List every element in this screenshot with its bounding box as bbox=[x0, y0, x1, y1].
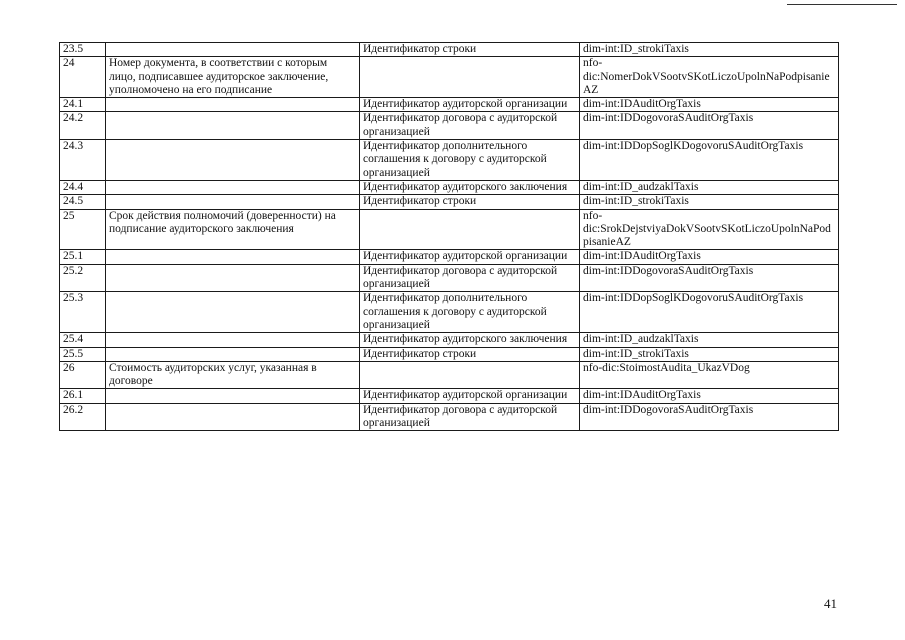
table-body bbox=[60, 43, 839, 431]
row-number-cell: 25 bbox=[60, 209, 106, 250]
description-cell bbox=[106, 264, 360, 292]
code-cell: dim-int:IDAuditOrgTaxis bbox=[580, 250, 839, 264]
row-number-cell: 23.5 bbox=[60, 43, 106, 57]
identifier-label-cell: Идентификатор аудиторского заключения bbox=[360, 333, 580, 347]
code-cell: dim-int:ID_strokiTaxis bbox=[580, 347, 839, 361]
code-cell: dim-int:ID_strokiTaxis bbox=[580, 43, 839, 57]
identifier-label-cell: Идентификатор строки bbox=[360, 43, 580, 57]
table-row bbox=[60, 403, 839, 431]
description-cell bbox=[106, 347, 360, 361]
row-number-cell: 26.2 bbox=[60, 403, 106, 431]
code-cell: dim-int:ID_strokiTaxis bbox=[580, 195, 839, 209]
row-number-cell: 25.3 bbox=[60, 292, 106, 333]
table-row bbox=[60, 43, 839, 57]
description-cell bbox=[106, 195, 360, 209]
description-cell bbox=[106, 292, 360, 333]
row-number-cell: 26 bbox=[60, 361, 106, 389]
identifier-label-cell bbox=[360, 57, 580, 98]
identifier-label-cell: Идентификатор аудиторской организации bbox=[360, 389, 580, 403]
row-number-cell: 24.2 bbox=[60, 112, 106, 140]
code-cell: dim-int:IDDogovoraSAuditOrgTaxis bbox=[580, 112, 839, 140]
code-cell: dim-int:ID_audzaklTaxis bbox=[580, 333, 839, 347]
code-cell: dim-int:IDAuditOrgTaxis bbox=[580, 389, 839, 403]
row-number-cell: 24.3 bbox=[60, 140, 106, 181]
description-cell bbox=[106, 112, 360, 140]
identifier-label-cell: Идентификатор договора с аудиторской организацией bbox=[360, 403, 580, 431]
table-row bbox=[60, 180, 839, 194]
description-cell bbox=[106, 98, 360, 112]
description-cell bbox=[106, 180, 360, 194]
row-number-cell: 25.5 bbox=[60, 347, 106, 361]
code-cell: dim-int:IDDopSoglKDogovoruSAuditOrgTaxis bbox=[580, 140, 839, 181]
row-number-cell: 24 bbox=[60, 57, 106, 98]
row-number-cell: 25.1 bbox=[60, 250, 106, 264]
taxonomy-table bbox=[59, 42, 839, 431]
row-number-cell: 24.4 bbox=[60, 180, 106, 194]
code-cell: dim-int:IDDogovoraSAuditOrgTaxis bbox=[580, 264, 839, 292]
description-cell: Стоимость аудиторских услуг, указанная в договоре bbox=[106, 361, 360, 389]
identifier-label-cell: Идентификатор дополнительного соглашения к договору с аудиторской организацией bbox=[360, 292, 580, 333]
identifier-label-cell: Идентификатор аудиторского заключения bbox=[360, 180, 580, 194]
identifier-label-cell: Идентификатор договора с аудиторской организацией bbox=[360, 264, 580, 292]
table-row bbox=[60, 140, 839, 181]
code-cell: dim-int:IDDogovoraSAuditOrgTaxis bbox=[580, 403, 839, 431]
identifier-label-cell: Идентификатор дополнительного соглашения к договору с аудиторской организацией bbox=[360, 140, 580, 181]
table-row bbox=[60, 347, 839, 361]
code-cell: dim-int:IDAuditOrgTaxis bbox=[580, 98, 839, 112]
code-cell: dim-int:ID_audzaklTaxis bbox=[580, 180, 839, 194]
table-row bbox=[60, 292, 839, 333]
table-row bbox=[60, 333, 839, 347]
page-number: 41 bbox=[824, 596, 837, 611]
table-row bbox=[60, 98, 839, 112]
identifier-label-cell bbox=[360, 209, 580, 250]
description-cell bbox=[106, 333, 360, 347]
row-number-cell: 26.1 bbox=[60, 389, 106, 403]
table-row bbox=[60, 389, 839, 403]
row-number-cell: 24.1 bbox=[60, 98, 106, 112]
code-cell: dim-int:IDDopSoglKDogovoruSAuditOrgTaxis bbox=[580, 292, 839, 333]
header-rule bbox=[787, 4, 897, 5]
code-cell: nfo-dic:NomerDokVSootvSKotLiczoUpolnNaPodpisanieAZ bbox=[580, 57, 839, 98]
description-cell bbox=[106, 140, 360, 181]
description-cell bbox=[106, 43, 360, 57]
table-row bbox=[60, 112, 839, 140]
identifier-label-cell: Идентификатор строки bbox=[360, 347, 580, 361]
identifier-label-cell: Идентификатор строки bbox=[360, 195, 580, 209]
row-number-cell: 24.5 bbox=[60, 195, 106, 209]
row-number-cell: 25.2 bbox=[60, 264, 106, 292]
description-cell: Номер документа, в соответствии с которым лицо, подписавшее аудиторское заключение, уполномочено на его подписание bbox=[106, 57, 360, 98]
description-cell bbox=[106, 403, 360, 431]
table-row bbox=[60, 264, 839, 292]
identifier-label-cell bbox=[360, 361, 580, 389]
identifier-label-cell: Идентификатор аудиторской организации bbox=[360, 250, 580, 264]
description-cell: Срок действия полномочий (доверенности) на подписание аудиторского заключения bbox=[106, 209, 360, 250]
code-cell: nfo-dic:SrokDejstviyaDokVSootvSKotLiczoUpolnNaPodpisanieAZ bbox=[580, 209, 839, 250]
table-row bbox=[60, 57, 839, 98]
table-row bbox=[60, 250, 839, 264]
identifier-label-cell: Идентификатор аудиторской организации bbox=[360, 98, 580, 112]
description-cell bbox=[106, 250, 360, 264]
table-row bbox=[60, 361, 839, 389]
description-cell bbox=[106, 389, 360, 403]
identifier-label-cell: Идентификатор договора с аудиторской организацией bbox=[360, 112, 580, 140]
table-row bbox=[60, 209, 839, 250]
row-number-cell: 25.4 bbox=[60, 333, 106, 347]
code-cell: nfo-dic:StoimostAudita_UkazVDog bbox=[580, 361, 839, 389]
table-row bbox=[60, 195, 839, 209]
